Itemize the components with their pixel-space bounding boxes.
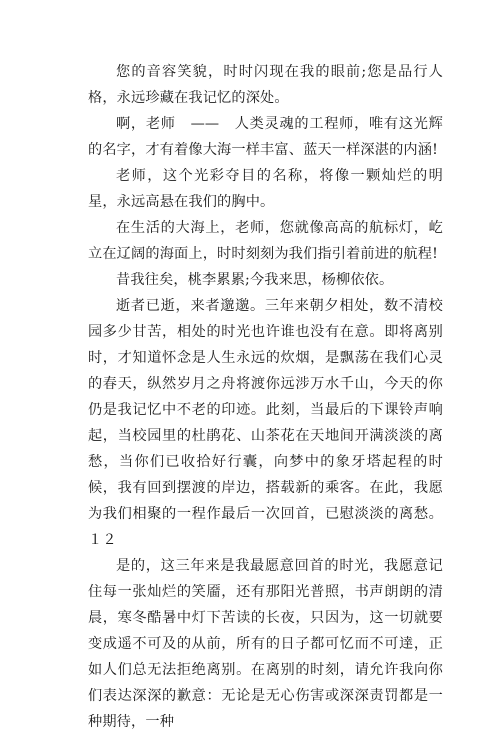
- paragraph-2: 啊，老师 —— 人类灵魂的工程师，唯有这光辉的名字，才有着像大海一样丰富、蓝天一样深湛的内涵!: [88, 116, 443, 158]
- paragraph-7: 是的，这三年来是我最愿意回首的时光，我愿意记住每一张灿烂的笑靥，还有那阳光普照，书声朗朗的清晨，寒冬酷暑中灯下苦读的长夜，只因为，这一切就要变成遥不可及的从前，所有的日子都可忆而不可達，正如人们总无法拒绝离别。在离别的时刻，请允许我向你们表达深深的歉意：无论是无心伤害或深深责罚都是一种期待，一种: [88, 558, 443, 730]
- document-body: [88, 59, 443, 735]
- paragraph-4: 在生活的大海上，老师，您就像高高的航标灯，屹立在辽阔的海面上，时时刻刻为我们指引着前进的航程!: [88, 220, 443, 262]
- paragraph-1: 您的音容笑貌，时时闪现在我的眼前;您是品行人格，永远珍藏在我记忆的深处。: [88, 64, 443, 106]
- paragraph-5: 昔我往矣，桃李累累;今我来思，杨柳依依。: [116, 272, 394, 288]
- paragraph-6: 逝者已逝，来者邈邈。三年来朝夕相处，数不清校园多少甘苦，相处的时光也许谁也没有在意。即将离别时，才知道怀念是人生永远的炊烟，是飘荡在我们心灵的春天，纵然岁月之舟将渡你远涉万水千山，今天的你仍是我记忆中不老的印迹。此刻，当最后的下课铃声响起，当校园里的杜鹃花、山茶花在天地间开满淡淡的离愁，当你们已收拾好行囊，向梦中的象牙塔起程的时候，我有回到摆渡的岸边，搭载新的乘客。在此，我愿为我们相聚的一程作最后一次回首，已慰淡淡的离愁。１２: [88, 298, 443, 548]
- paragraph-3: 老师，这个光彩夺目的名称，将像一颗灿烂的明星，永远高悬在我们的胸中。: [88, 168, 443, 210]
